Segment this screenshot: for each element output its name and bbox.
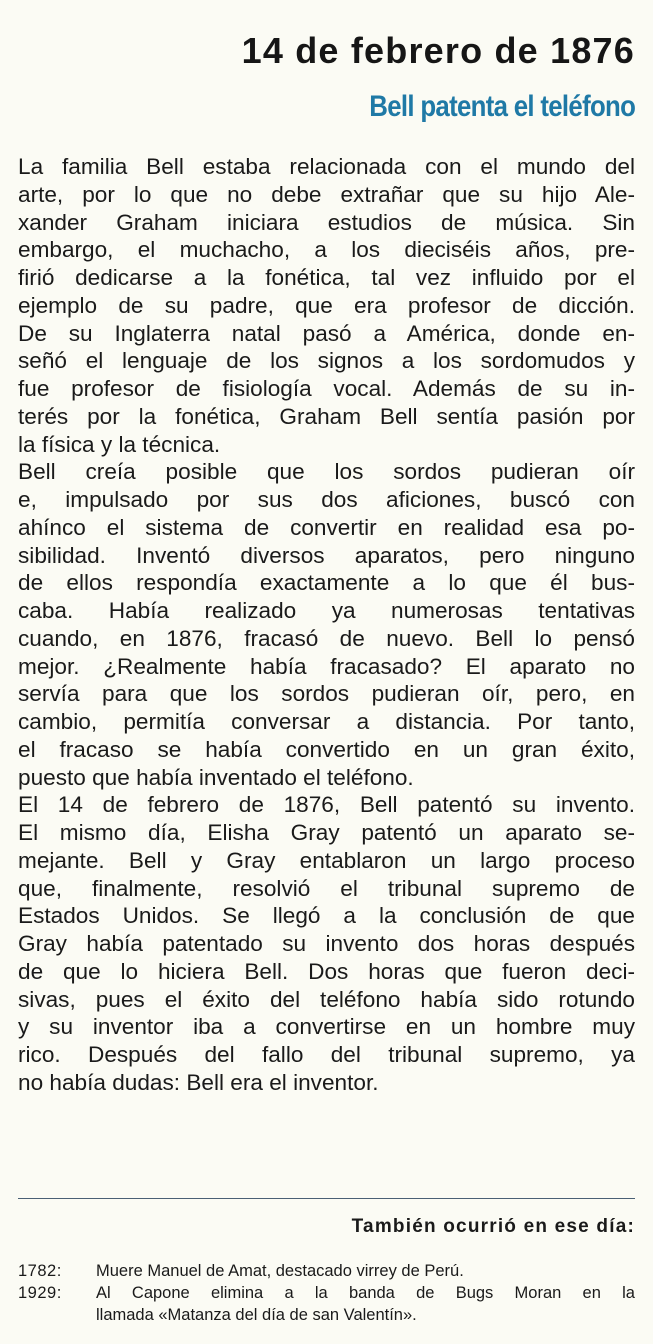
- article-line: no había dudas: Bell era el inventor.: [18, 1069, 379, 1095]
- article-line: arte, por lo que no debe extrañar que su hijo Ale-: [18, 181, 635, 207]
- article-line: Estados Unidos. Se llegó a la conclusión de que: [18, 903, 635, 929]
- article-line: El mismo día, Elisha Gray patentó un aparato se-: [18, 820, 635, 845]
- event-year: 1782:: [18, 1262, 62, 1280]
- article-line: caba. Había realizado ya numerosas tentativas: [18, 598, 635, 623]
- also-happened-heading: También ocurrió en ese día:: [351, 1216, 635, 1237]
- article-line: que, finalmente, resolvió el tribunal supremo de: [18, 875, 635, 901]
- event-text-line: Muere Manuel de Amat, destacado virrey de Perú.: [96, 1262, 464, 1280]
- article-line: fue profesor de fisiología vocal. Además de su in-: [18, 376, 635, 401]
- article-line: Bell creía posible que los sordos pudieran oír: [18, 459, 635, 485]
- page-subtitle: Bell patenta el teléfono: [369, 90, 635, 123]
- article-line: e, impulsado por sus dos aficiones, buscó con: [18, 487, 635, 512]
- article-line: servía para que los sordos pudieran oír, pero, en: [18, 681, 635, 707]
- event-item: [18, 1260, 635, 1282]
- article-line: mejor. ¿Realmente había fracasado? El aparato no: [18, 653, 635, 679]
- article-line: de que lo hiciera Bell. Dos horas que fueron deci-: [18, 958, 635, 984]
- article-line: xander Graham iniciara estudios de música. Sin: [18, 209, 635, 235]
- event-text-line: llamada «Matanza del día de san Valentín».: [96, 1306, 417, 1324]
- article-line: sivas, pues el éxito del teléfono había sido rotundo: [18, 986, 635, 1012]
- event-text: [96, 1260, 635, 1282]
- article-line: ahínco el sistema de convertir en realidad esa po-: [18, 514, 635, 540]
- events-list: [18, 1260, 635, 1326]
- event-item: [18, 1282, 635, 1326]
- article-line: La familia Bell estaba relacionada con el mundo del: [18, 154, 635, 179]
- article-line: embargo, el muchacho, a los dieciséis años, pre-: [18, 237, 635, 263]
- event-year: 1929:: [18, 1284, 62, 1302]
- article-line: cuando, en 1876, fracasó de nuevo. Bell lo pensó: [18, 625, 635, 651]
- article-line: rico. Después del fallo del tribunal supremo, ya: [18, 1042, 635, 1067]
- section-divider: [18, 1198, 635, 1199]
- article-line: de ellos respondía exactamente a lo que él bus-: [18, 570, 635, 596]
- article-line: la física y la técnica.: [18, 431, 221, 457]
- article-line: puesto que había inventado el teléfono.: [18, 764, 414, 790]
- article-line: y su inventor iba a convertirse en un hombre muy: [18, 1014, 635, 1040]
- article-line: sibilidad. Inventó diversos aparatos, pero ninguno: [18, 542, 635, 568]
- article-line: terés por la fonética, Graham Bell sentía pasión por: [18, 403, 635, 429]
- page-title: 14 de febrero de 1876: [241, 30, 635, 71]
- article-body: [18, 153, 635, 1097]
- article-line: cambio, permitía conversar a distancia. Por tanto,: [18, 709, 635, 734]
- article-line: firió dedicarse a la fonética, tal vez influido por el: [18, 265, 635, 290]
- article-line: el fracaso se había convertido en un gran éxito,: [18, 736, 635, 762]
- event-text: [96, 1282, 635, 1326]
- article-line: mejante. Bell y Gray entablaron un largo proceso: [18, 847, 635, 873]
- event-text-line: Al Capone elimina a la banda de Bugs Moran en la: [96, 1284, 635, 1302]
- article-line: Gray había patentado su invento dos horas después: [18, 931, 635, 956]
- article-line: El 14 de febrero de 1876, Bell patentó su invento.: [18, 792, 635, 818]
- article-line: señó el lenguaje de los signos a los sordomudos y: [18, 348, 635, 374]
- article-line: De su Inglaterra natal pasó a América, donde en-: [18, 320, 635, 346]
- article-line: ejemplo de su padre, que era profesor de dicción.: [18, 292, 635, 318]
